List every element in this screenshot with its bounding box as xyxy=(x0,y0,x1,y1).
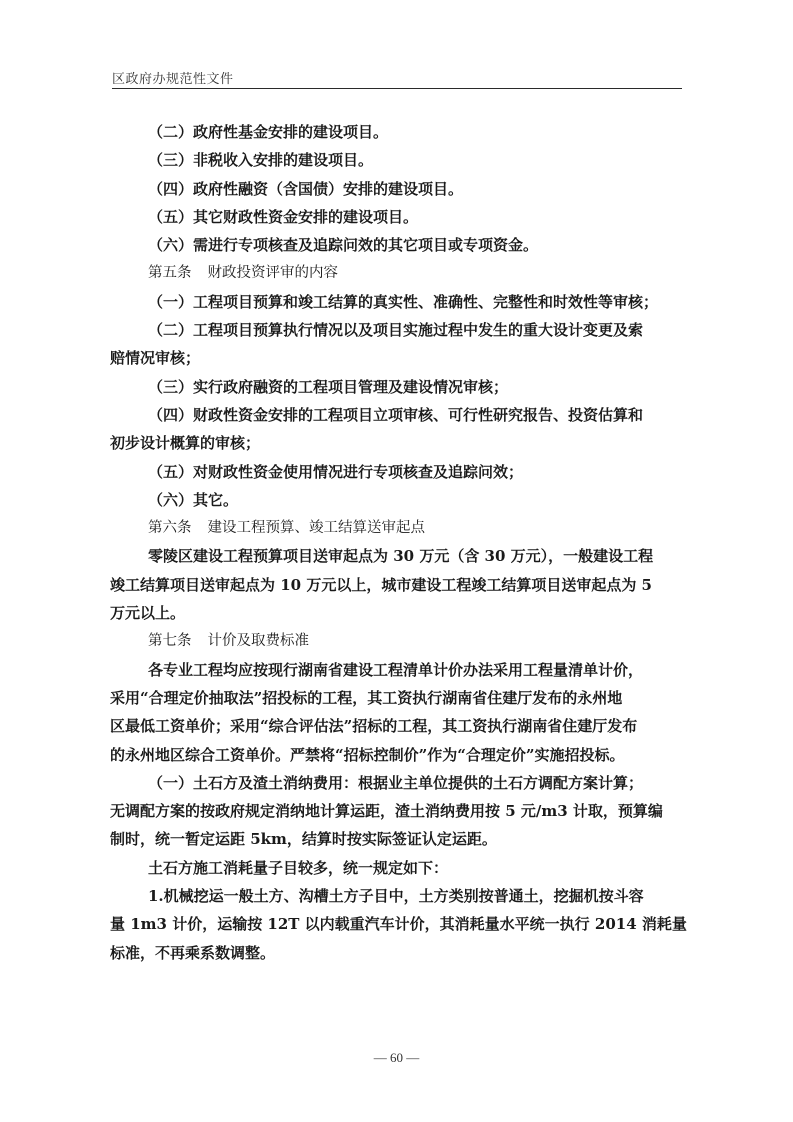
paragraph-line: 采用“合理定价抽取法”招投标的工程，其工资执行湖南省住建厅发布的永州地 xyxy=(110,688,623,707)
paragraph-line: 初步设计概算的审核； xyxy=(110,434,261,453)
article-number: 第七条 xyxy=(148,633,192,650)
paragraph-line: （四）政府性融资（含国债）安排的建设项目。 xyxy=(148,179,464,198)
paragraph-line: （三）非税收入安排的建设项目。 xyxy=(148,151,374,170)
article-number: 第六条 xyxy=(148,520,192,537)
paragraph-line: 区最低工资单价；采用“综合评估法”招标的工程，其工资执行湖南省住建厅发布 xyxy=(110,717,638,736)
paragraph-line: （二）政府性基金安排的建设项目。 xyxy=(148,123,389,141)
article-title: 建设工程预算、竣工结算送审起点 xyxy=(207,520,425,537)
document-body xyxy=(110,118,693,967)
page-header xyxy=(112,64,682,89)
article-heading-7 xyxy=(148,627,693,655)
paragraph-line: 无调配方案的按政府规定消纳地计算运距，渣土消纳费用按 5 元/m3 计取，预算编 xyxy=(110,802,663,821)
article-number: 第五条 xyxy=(148,265,192,282)
paragraph-line: 万元以上。 xyxy=(110,604,186,623)
paragraph-line: 土石方施工消耗量子目较多，统一规定如下： xyxy=(148,858,449,877)
article-heading-5 xyxy=(148,259,693,287)
paragraph-line: 零陵区建设工程预算项目送审起点为 30 万元（含 30 万元），一般建设工程 xyxy=(148,547,654,566)
header-title: 区政府办规范性文件 xyxy=(112,72,234,87)
paragraph-line: 量 1m3 计价，运输按 12T 以内载重汽车计价，其消耗量水平统一执行 2014 消耗量 xyxy=(110,915,687,934)
paragraph-line: 各专业工程均应按现行湖南省建设工程清单计价办法采用工程量清单计价， xyxy=(148,660,644,679)
paragraph-line: 标准，不再乘系数调整。 xyxy=(110,943,276,962)
paragraph-line: 的永州地区综合工资单价。严禁将“招标控制价”作为“合理定价”实施招投标。 xyxy=(110,745,625,764)
paragraph-line: （四）财政性资金安排的工程项目立项审核、可行性研究报告、投资估算和 xyxy=(148,405,644,424)
paragraph-line: （三）实行政府融资的工程项目管理及建设情况审核； xyxy=(148,377,509,396)
page-number: — 60 — xyxy=(373,1050,420,1065)
article-heading-6 xyxy=(148,514,693,542)
paragraph-line: （一）工程项目预算和竣工结算的真实性、准确性、完整性和时效性等审核； xyxy=(148,292,659,311)
paragraph-line: （五）对财政性资金使用情况进行专项核查及追踪问效； xyxy=(148,462,524,481)
paragraph-line: 赔情况审核； xyxy=(110,349,201,368)
paragraph-line: （六）其它。 xyxy=(148,490,239,509)
paragraph-line: 1.机械挖运一般土方、沟槽土方子目中，土方类别按普通土，挖掘机按斗容 xyxy=(148,887,644,906)
article-title: 财政投资评审的内容 xyxy=(207,265,338,282)
paragraph-line: （五）其它财政性资金安排的建设项目。 xyxy=(148,207,419,226)
paragraph-line: 制时，统一暂定运距 5km，结算时按实际签证认定运距。 xyxy=(110,830,497,849)
paragraph-line: （一）土石方及渣土消纳费用：根据业主单位提供的土石方调配方案计算； xyxy=(148,773,644,792)
article-title: 计价及取费标准 xyxy=(207,633,309,650)
paragraph-line: （二）工程项目预算执行情况以及项目实施过程中发生的重大设计变更及索 xyxy=(148,321,644,340)
paragraph-line: （六）需进行专项核查及追踪问效的其它项目或专项资金。 xyxy=(148,236,539,255)
paragraph-line: 竣工结算项目送审起点为 10 万元以上，城市建设工程竣工结算项目送审起点为 5 xyxy=(110,575,652,594)
